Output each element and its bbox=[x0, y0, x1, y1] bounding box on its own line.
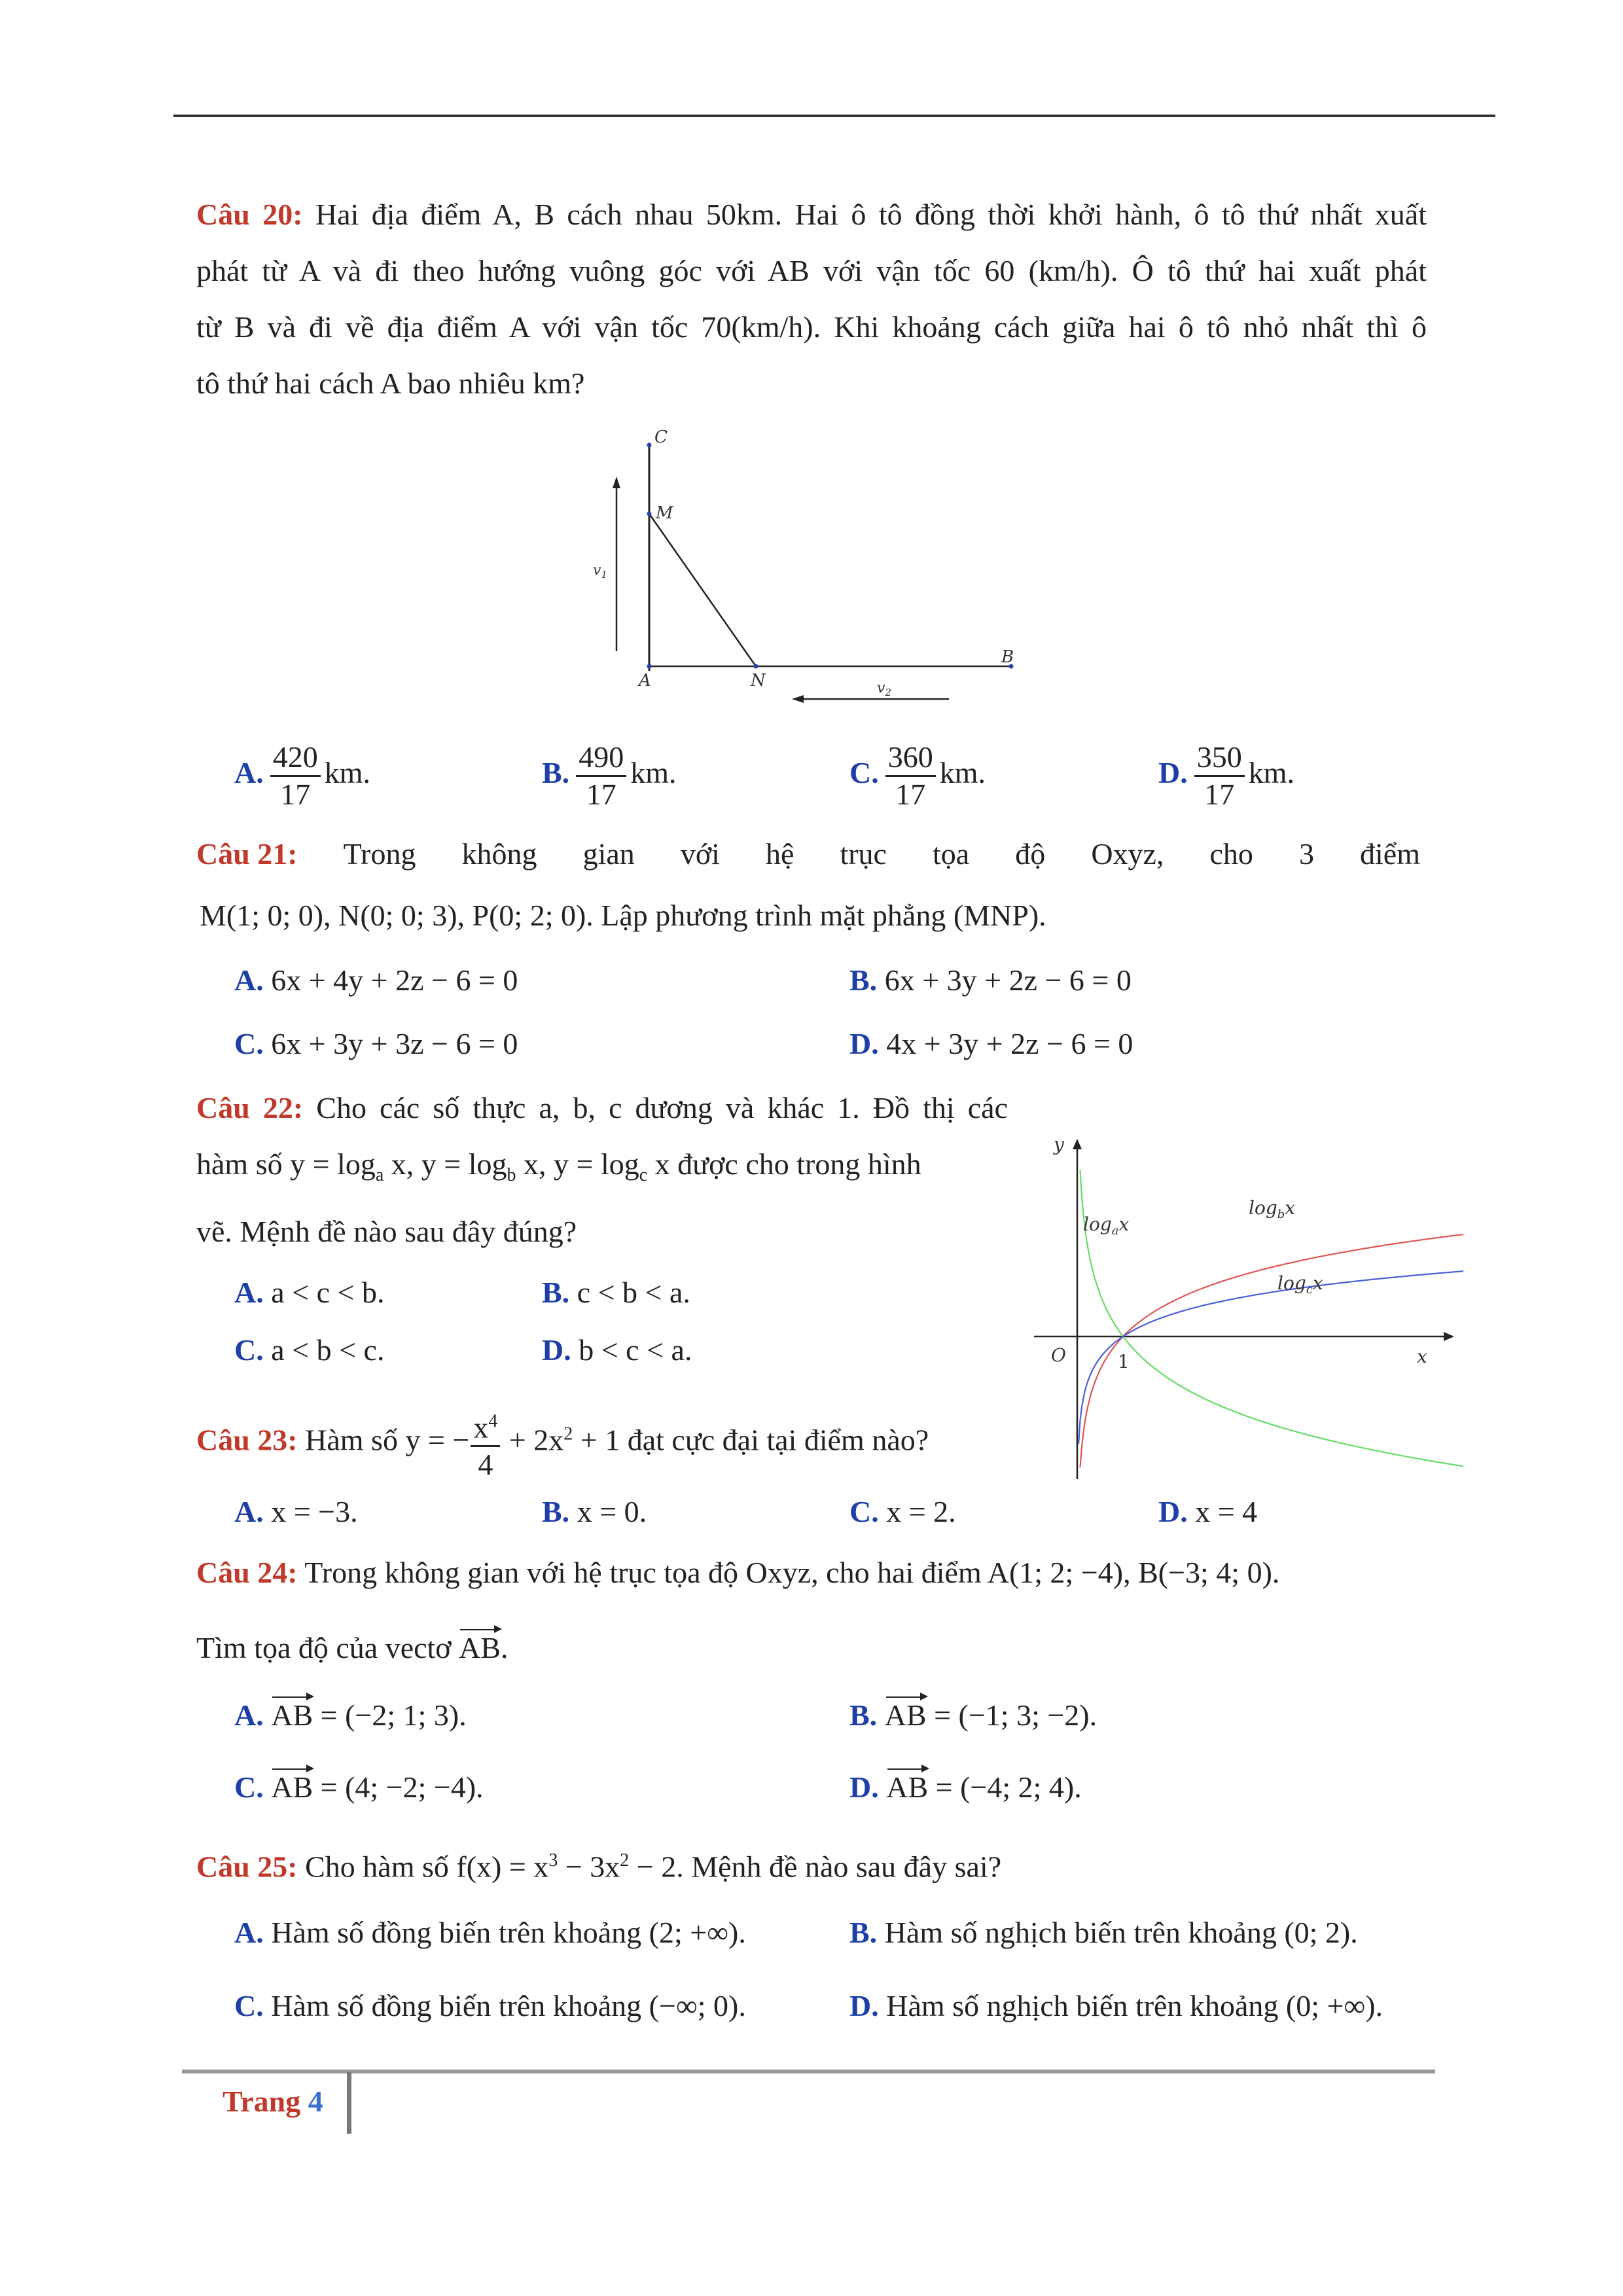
tick-label-1: 1 bbox=[1118, 1351, 1130, 1372]
question-23-option-d[interactable]: D. x = 4 bbox=[1158, 1495, 1258, 1528]
question-25-option-c[interactable]: C. Hàm số đồng biến trên khoảng (−∞; 0). bbox=[234, 1989, 746, 2022]
fraction-x4-over-4: $\frac{x^4}{4}$ bbox=[471, 1404, 500, 1482]
point-c bbox=[647, 443, 652, 448]
question-20-line-1: Câu 20: Hai địa điểm A, B cách nhau 50km. Hai ô tô đồng thời khởi hành, ô tô thứ nhất xuất bbox=[196, 198, 1427, 231]
question-20-line-2: phát từ A và đi theo hướng vuông góc với AB với vận tốc 60 (km/h). Ô tô thứ hai xuất phát bbox=[196, 254, 1427, 287]
point-m bbox=[647, 512, 652, 516]
question-22-option-b[interactable]: B. c < b < a. bbox=[542, 1276, 690, 1309]
fraction: $\frac{490}{17}$ bbox=[576, 740, 626, 812]
question-25-label: Câu 25: bbox=[196, 1850, 298, 1884]
label-n: N bbox=[751, 671, 766, 691]
vector-ab: AB bbox=[459, 1620, 501, 1676]
question-22-option-a[interactable]: A. a < c < b. bbox=[234, 1276, 385, 1309]
footer-word: Trang bbox=[223, 2085, 301, 2118]
legend-log-c: $\log_cx$ bbox=[1277, 1272, 1323, 1297]
question-20-figure bbox=[576, 425, 1034, 713]
question-22-line-2: hàm số $y = \log_a x$, $y = \log_b x$, $y = \log_c x$ được cho trong hình bbox=[196, 1147, 921, 1186]
point-a bbox=[647, 664, 652, 669]
question-22-label: Câu 22: bbox=[196, 1091, 304, 1124]
label-v1: $v_1$ bbox=[593, 562, 607, 581]
question-24-option-c[interactable]: C. AB = (4; −2; −4). bbox=[234, 1759, 484, 1816]
question-20-line-4: tô thứ hai cách A bao nhiêu km? bbox=[196, 367, 585, 400]
question-24-option-d[interactable]: D. AB = (−4; 2; 4). bbox=[849, 1759, 1082, 1816]
label-v2: $v_2$ bbox=[877, 680, 891, 698]
question-20 bbox=[196, 187, 1427, 412]
question-22-option-d[interactable]: D. b < c < a. bbox=[542, 1333, 692, 1367]
question-24-option-b[interactable]: B. AB = (−1; 3; −2). bbox=[849, 1687, 1097, 1744]
v2-arrowhead bbox=[792, 695, 804, 703]
question-22 bbox=[196, 1080, 1008, 1260]
question-23-option-a[interactable]: A. x = −3. bbox=[234, 1495, 358, 1528]
curve-log-b bbox=[1080, 1234, 1464, 1467]
question-22-graph bbox=[1021, 1126, 1466, 1479]
question-24-line-2: Tìm tọa độ của vectơ AB. bbox=[196, 1620, 508, 1676]
fraction: $\frac{350}{17}$ bbox=[1194, 740, 1245, 812]
question-21-line-1: Câu 21: Trong không gian với hệ trục tọa độ Oxyz, cho 3 điểm bbox=[196, 826, 1420, 882]
v1-arrowhead bbox=[613, 476, 620, 488]
question-21-line-2: M(1; 0; 0), N(0; 0; 3), P(0; 2; 0). Lập phương trình mặt phẳng (MNP). bbox=[200, 899, 1046, 932]
legend-log-b: $\log_bx$ bbox=[1249, 1197, 1296, 1221]
question-22-line-1: Câu 22: Cho các số thực a, b, c dương và khác 1. Đồ thị các bbox=[196, 1091, 1008, 1124]
header-rule bbox=[173, 115, 1495, 117]
question-24-option-a[interactable]: A. AB = (−2; 1; 3). bbox=[234, 1687, 467, 1744]
question-20-option-a[interactable]: A. $\frac{420}{17}$ km. bbox=[234, 740, 371, 811]
page-footer bbox=[223, 2079, 323, 2125]
point-n bbox=[754, 664, 758, 669]
question-20-option-d[interactable]: D. $\frac{350}{17}$ km. bbox=[1158, 740, 1295, 811]
question-20-option-c[interactable]: C. $\frac{360}{17}$ km. bbox=[849, 740, 986, 811]
curve-log-c bbox=[1079, 1271, 1463, 1444]
question-23-option-b[interactable]: B. x = 0. bbox=[542, 1495, 647, 1528]
question-25: Câu 25: Cho hàm số $f(x) = x^3 - 3x^2 - 2$. Mệnh đề nào sau đây sai? bbox=[196, 1850, 1002, 1884]
axis-label-y: y bbox=[1054, 1134, 1064, 1155]
page-number: 4 bbox=[308, 2085, 323, 2118]
question-25-option-a[interactable]: A. Hàm số đồng biến trên khoảng (2; +∞). bbox=[234, 1916, 746, 1949]
question-25-option-d[interactable]: D. Hàm số nghịch biến trên khoảng (0; +∞). bbox=[849, 1989, 1383, 2022]
question-21-option-c[interactable]: C. 6x + 3y + 3z − 6 = 0 bbox=[234, 1027, 518, 1060]
question-25-option-b[interactable]: B. Hàm số nghịch biến trên khoảng (0; 2). bbox=[849, 1916, 1358, 1949]
question-20-label: Câu 20: bbox=[196, 198, 303, 231]
origin-label: O bbox=[1051, 1344, 1066, 1366]
question-24-label: Câu 24: bbox=[196, 1556, 298, 1589]
question-22-line-3: vẽ. Mệnh đề nào sau đây đúng? bbox=[196, 1215, 577, 1249]
question-23-label: Câu 23: bbox=[196, 1423, 298, 1457]
question-23-option-c[interactable]: C. x = 2. bbox=[849, 1495, 956, 1528]
fraction: $\frac{420}{17}$ bbox=[270, 740, 321, 812]
question-21-label: Câu 21: bbox=[196, 837, 298, 870]
label-m: M bbox=[656, 503, 673, 523]
axis-label-x: x bbox=[1417, 1346, 1427, 1367]
footer-divider bbox=[347, 2072, 351, 2134]
question-21-option-a[interactable]: A. 6x + 4y + 2z − 6 = 0 bbox=[234, 963, 518, 997]
segment-mn bbox=[649, 514, 756, 666]
question-20-line-3: từ B và đi về địa điểm A với vận tốc 70(km/h). Khi khoảng cách giữa hai ô tô nhỏ nhất thì ô bbox=[196, 310, 1427, 344]
question-20-option-b[interactable]: B. $\frac{490}{17}$ km. bbox=[542, 740, 677, 811]
question-22-option-c[interactable]: C. a < b < c. bbox=[234, 1333, 385, 1367]
y-axis-arrowhead bbox=[1073, 1139, 1082, 1149]
question-23: Câu 23: Hàm số y = − $\frac{x^4}{4}$ + $2x^2 + 1$ đạt cực đại tại điểm nào? bbox=[196, 1404, 929, 1482]
question-21-option-d[interactable]: D. 4x + 3y + 2z − 6 = 0 bbox=[849, 1027, 1133, 1060]
label-b: B bbox=[1001, 647, 1014, 667]
x-axis-arrowhead bbox=[1444, 1332, 1454, 1341]
legend-log-a: $\log_ax$ bbox=[1083, 1213, 1130, 1238]
question-24-line-1: Câu 24: Trong không gian với hệ trục tọa độ Oxyz, cho hai điểm A(1; 2; −4), B(−3; 4; 0). bbox=[196, 1556, 1280, 1589]
label-a: A bbox=[639, 671, 651, 691]
footer-rule bbox=[182, 2070, 1435, 2073]
fraction: $\frac{360}{17}$ bbox=[885, 740, 936, 812]
question-21-option-b[interactable]: B. 6x + 3y + 2z − 6 = 0 bbox=[849, 963, 1132, 997]
label-c: C bbox=[654, 427, 668, 447]
